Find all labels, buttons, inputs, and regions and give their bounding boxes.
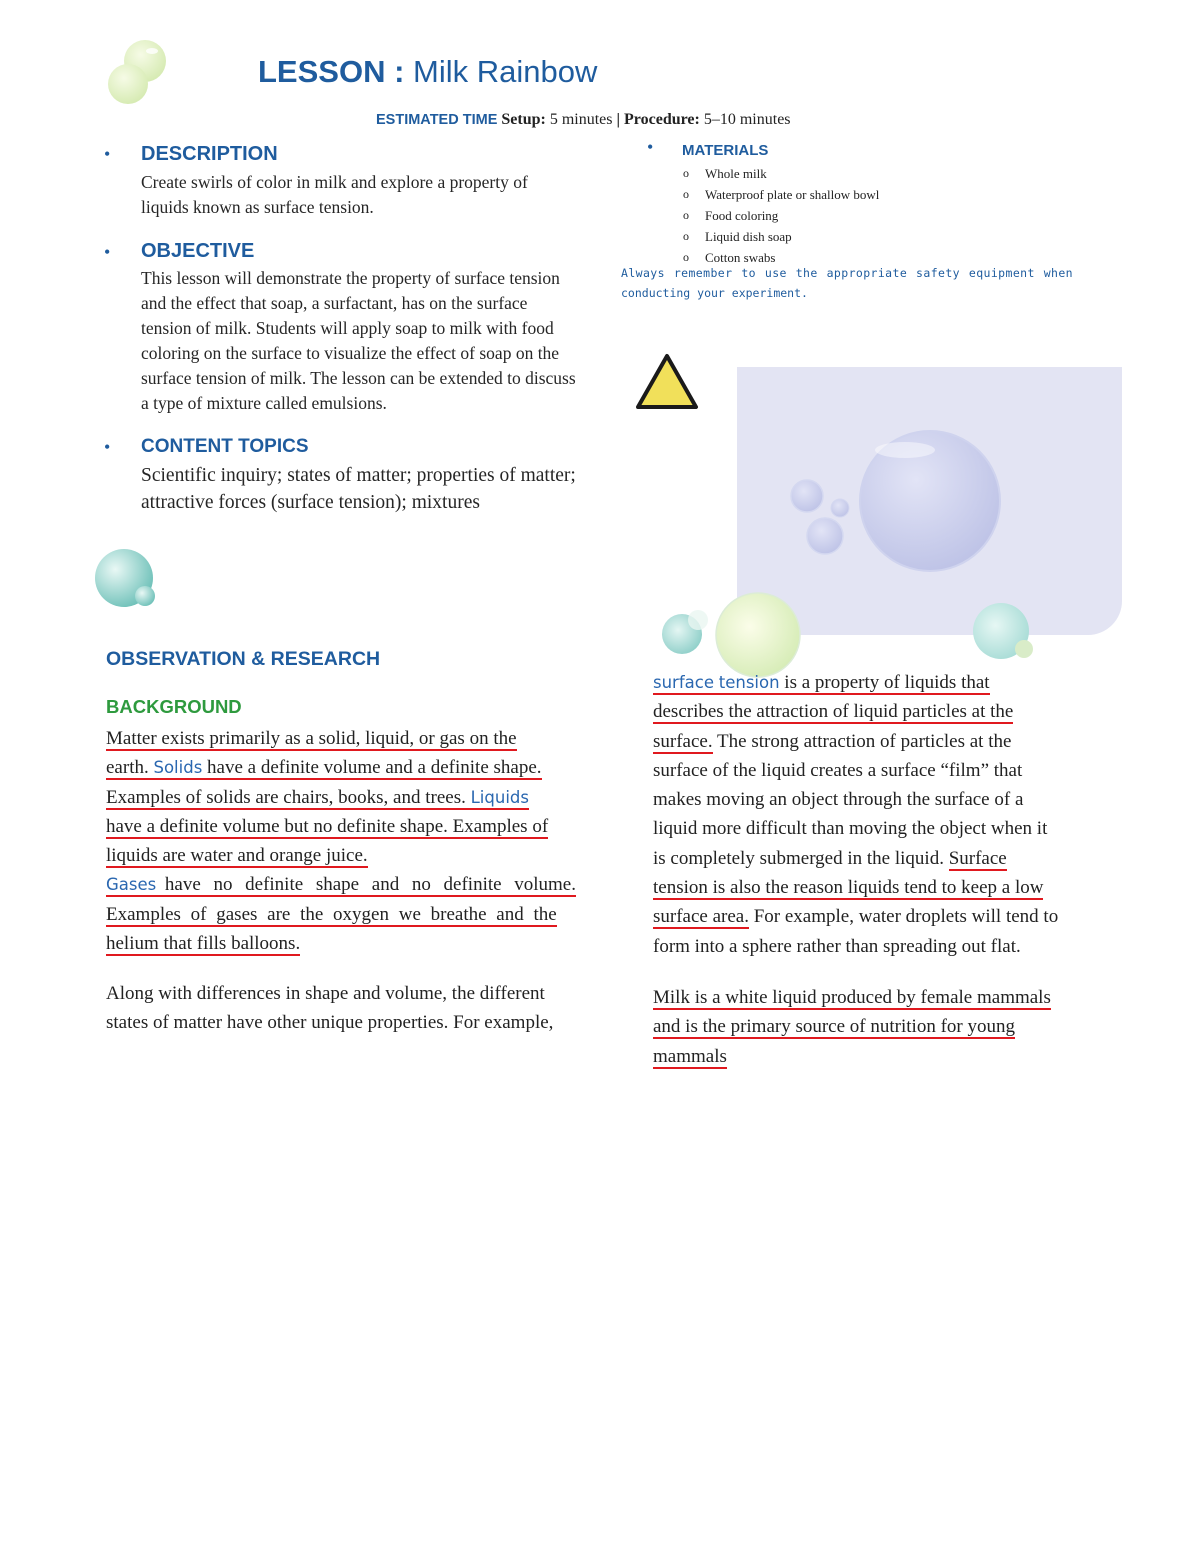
safety-line-2: conducting your experiment. [621,286,808,300]
description-bullet: • [104,144,111,164]
states-line: states of matter have other unique properties. For example, [106,1012,554,1034]
material-item: o Liquid dish soap [681,226,879,247]
milk-line: and is the primary source of nutrition for young [653,1016,1015,1038]
safety-line-1: Always remember to use the appropriate safety equipment when [621,266,1073,280]
objective-line: a type of mixture called emulsions. [141,393,387,413]
observation-heading: OBSERVATION & RESEARCH [106,648,381,670]
states-line: Along with differences in shape and volume, the different [106,983,545,1004]
surface-tension-line: tension is also the reason liquids tend to keep a low [653,877,1044,899]
bubble-decoration-icon [658,590,808,680]
material-item: o Whole milk [681,163,879,184]
material-item: o Food coloring [681,205,879,226]
term-surface: surface [653,673,714,692]
objective-line: tension of milk. Students will apply soap to milk with food [141,318,554,338]
materials-bullet: • [647,137,654,157]
background-text: have a definite volume and a definite shape. [207,757,542,779]
surface-tension-text: surface area. [653,906,749,928]
background-text: earth. [106,757,149,779]
setup-label: Setup: [501,111,546,128]
objective-line: coloring on the surface to visualize the effect of soap on the [141,343,560,363]
surface-tension-text: The strong attraction of particles at the [717,730,1012,752]
surface-tension-paragraph [653,668,1058,961]
title-separator: : [385,54,414,89]
term-solids: Solids [153,758,203,778]
content-topics-line: Scientific inquiry; states of matter; properties of matter; [141,465,576,486]
states-paragraph [106,979,553,1038]
description-heading: DESCRIPTION [141,143,278,165]
content-topics-line: attractive forces (surface tension); mixtures [141,492,480,513]
milk-line: Milk is a white liquid produced by female mammals [653,987,1051,1008]
surface-tension-line: surface of the liquid creates a surface “film” that [653,759,1023,781]
background-line: liquids are water and orange juice. [106,845,368,867]
objective-line: This lesson will demonstrate the property of surface tension [141,268,560,288]
background-line-segment [106,874,576,897]
surface-tension-text: Surface [948,847,1007,869]
term-tension: tension [718,673,780,692]
description-line: Create swirls of color in milk and explore a property of [141,172,528,192]
surface-tension-text: surface. [653,730,713,752]
term-gases: Gases [106,875,157,895]
background-line-segment [106,787,529,810]
content-topics-text [141,462,576,516]
surface-tension-text: is completely submerged in the liquid. [653,847,944,869]
material-item: o Cotton swabs [681,247,879,268]
procedure-label: Procedure: [624,111,700,128]
description-line: liquids known as surface tension. [141,197,374,217]
safety-note [621,263,1073,303]
warning-triangle-icon [634,352,700,412]
milk-line: mammals [653,1045,727,1067]
est-time-label: ESTIMATED TIME [376,112,498,128]
surface-tension-line: makes moving an object through the surface of a [653,789,1024,811]
procedure-value: 5–10 minutes [703,111,791,128]
milk-paragraph [653,983,1051,1071]
objective-line: and the effect that soap, a surfactant, has on the surface [141,293,528,313]
objective-heading: OBJECTIVE [141,240,255,262]
estimated-time [376,111,791,129]
time-divider: | [616,111,621,128]
materials-list [681,163,879,268]
surface-tension-text: For example, water droplets will tend to [753,906,1059,928]
surface-tension-segment [653,672,990,695]
background-subheading: BACKGROUND [106,696,242,717]
surface-tension-line: liquid more difficult than moving the object when it [653,818,1048,840]
lesson-label: LESSON [258,54,386,89]
bubble-decoration-icon [785,428,1025,578]
background-line: Examples of gases are the oxygen we breathe and the [106,903,557,925]
description-text [141,170,528,220]
background-text: have no definite shape and no definite volume. [164,874,576,896]
surface-tension-line: form into a sphere rather than spreading out flat. [653,935,1021,957]
background-line: helium that fills balloons. [106,933,301,955]
background-text: Examples of solids are chairs, books, and trees. [106,786,466,808]
setup-value: 5 minutes [549,111,613,128]
surface-tension-text: is a property of liquids that [784,672,990,693]
content-topics-heading: CONTENT TOPICS [141,436,309,457]
material-item: o Waterproof plate or shallow bowl [681,184,879,205]
content-topics-bullet: • [104,437,111,457]
bubble-decoration-icon [970,598,1040,664]
lesson-name: Milk Rainbow [413,54,598,89]
page-title [258,54,597,90]
objective-line: surface tension of milk. The lesson can be extended to discuss [141,368,576,388]
term-liquids: Liquids [470,787,529,807]
background-line-segment [106,757,542,780]
objective-bullet: • [104,242,111,262]
background-line: have a definite volume but no definite shape. Examples of [106,815,549,837]
background-line: Matter exists primarily as a solid, liquid, or gas on the [106,728,517,749]
materials-heading: MATERIALS [682,142,769,159]
surface-tension-line: describes the attraction of liquid particles at the [653,701,1014,723]
bubble-decoration-icon [92,548,164,612]
objective-text [141,266,576,416]
bubble-decoration-icon [104,38,174,108]
background-paragraph [106,724,588,958]
